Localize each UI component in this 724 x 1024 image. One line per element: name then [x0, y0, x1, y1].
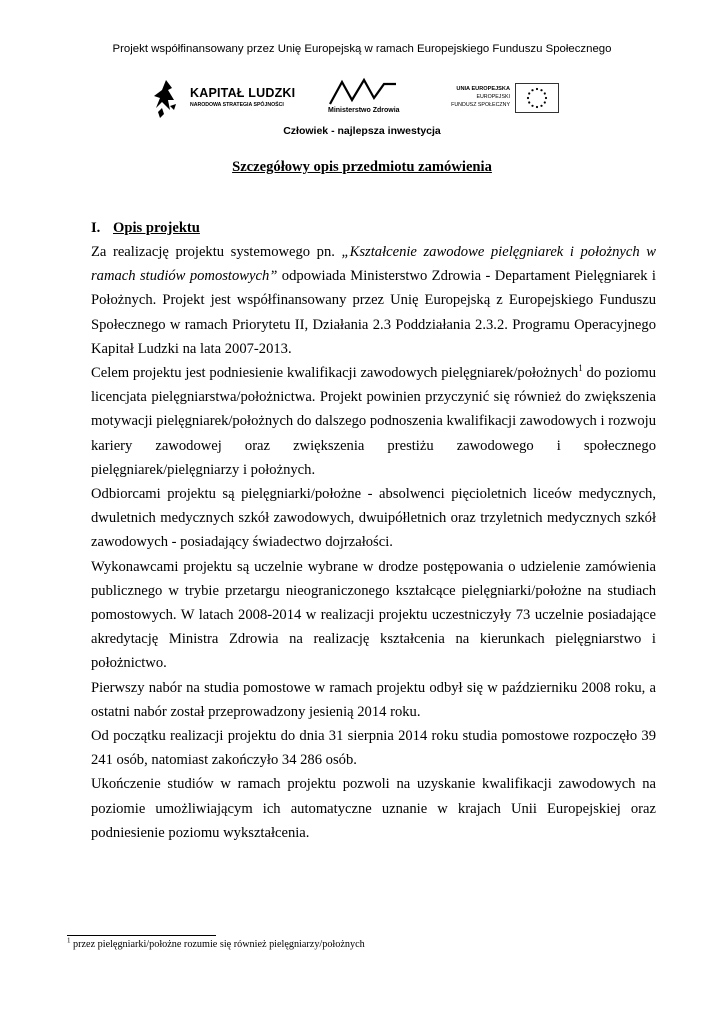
- section-title: Opis projektu: [113, 220, 200, 236]
- eu-star-icon: [527, 97, 529, 99]
- eu-flag-icon: [515, 83, 559, 113]
- ministry-zigzag-icon: [324, 76, 402, 108]
- footnote-text: przez pielęgniarki/położne rozumie się również pielęgniarzy/położnych: [70, 939, 365, 950]
- footnote-separator: [67, 935, 216, 936]
- section-opis-projektu: [91, 216, 656, 845]
- eu-logo-text: [451, 85, 510, 109]
- paragraph-7: Ukończenie studiów w ramach projektu pozwoli na uzyskanie kwalifikacji zawodowych na poziomie umożliwiającym ich automatyczne uznanie w krajach Unii Europejskiej oraz podniesienie poziomu wykształcenia.: [91, 776, 656, 841]
- kapital-ludzki-subtitle: NARODOWA STRATEGIA SPÓJNOŚCI: [190, 102, 284, 108]
- eu-logo-line-1: UNIA EUROPEJSKA: [456, 86, 510, 92]
- section-number: I.: [91, 220, 101, 236]
- document-title: Szczegółowy opis przedmiotu zamówienia: [232, 159, 492, 175]
- ministerstwo-zdrowia-logo: [324, 76, 402, 122]
- eu-star-icon: [528, 92, 530, 94]
- eu-logo: [436, 82, 566, 122]
- paragraph-2-end: do poziomu licencjata pielęgniarstwa/położnictwa. Projekt powinien przyczynić się również do zwiększenia motywacji pielęgniarek/położnych do dalszego podnoszenia kwalifikacji zawodowych i rozwoju kariery zawodowej oraz zwiększenia prestiżu zawodowego i społecznego pielęgniarek/pielęgniarzy i położnych.: [91, 365, 656, 478]
- body-text: [91, 240, 656, 845]
- ministry-name: Ministerstwo Zdrowia: [328, 107, 400, 114]
- eu-star-icon: [540, 89, 542, 91]
- paragraph-2: [91, 361, 656, 482]
- paragraph-1: [91, 240, 656, 361]
- eu-logo-line-2: EUROPEJSKI: [476, 94, 510, 100]
- eu-star-icon: [528, 101, 530, 103]
- paragraph-5: Pierwszy nabór na studia pomostowe w ramach projektu odbył się w październiku 2008 roku, a ostatni nabór został przeprowadzony jesienią 2014 roku.: [91, 679, 656, 720]
- eu-star-icon: [545, 97, 547, 99]
- paragraph-1-intro: Za realizację projektu systemowego pn.: [91, 244, 342, 260]
- project-name: „Kształcenie zawodowe pielęgniarek i położnych w ramach studiów pomostowych”: [91, 244, 656, 285]
- slogan: Człowiek - najlepsza inwestycja: [283, 125, 441, 137]
- section-heading: [91, 216, 656, 240]
- eu-star-icon: [531, 105, 533, 107]
- footnote-mark: 1: [67, 936, 71, 945]
- eu-star-icon: [536, 106, 538, 108]
- paragraph-3: Odbiorcami projektu są pielęgniarki/położne - absolwenci pięcioletnich liceów medycznych, dwuletnich medycznych szkół zawodowych, dwuipółletnich oraz trzyletnich medycznych szkół zawodowych - posiadający świadectwo dojrzałości.: [91, 486, 656, 551]
- kapital-ludzki-logo: [152, 78, 296, 120]
- paragraph-4: Wykonawcami projektu są uczelnie wybrane w drodze postępowania o udzielenie zamówienia publicznego w trybie przetargu nieograniczonego kształcące pielęgniarki/położne na studiach pomostowych. W latach 2008-2014 w realizacji projektu uczestniczyły 73 uczelnie posiadające akredytację Ministra Zdrowia na realizację kształcenia na kierunkach pielęgniarstwo i położnictwo.: [91, 558, 656, 672]
- eu-star-icon: [536, 88, 538, 90]
- eu-star-icon: [544, 92, 546, 94]
- paragraph-2-start: Celem projektu jest podniesienie kwalifikacji zawodowych pielęgniarek/położnych: [91, 365, 579, 382]
- footnote-reference: 1: [578, 363, 583, 374]
- kapital-ludzki-title: KAPITAŁ LUDZKI: [190, 86, 296, 100]
- paragraph-6: Od początku realizacji projektu do dnia 31 sierpnia 2014 roku studia pomostowe rozpoczęło 39 241 osób, natomiast zakończyło 34 286 osób.: [91, 728, 656, 769]
- eu-logo-line-3: FUNDUSZ SPOŁECZNY: [451, 102, 510, 108]
- eu-star-icon: [544, 101, 546, 103]
- eu-star-icon: [531, 89, 533, 91]
- footnote: [67, 936, 365, 950]
- page-header-text: Projekt współfinansowany przez Unię Europejską w ramach Europejskiego Funduszu Społecznego: [112, 43, 612, 55]
- kapital-ludzki-emblem-icon: [152, 78, 186, 120]
- eu-star-icon: [540, 105, 542, 107]
- paragraph-1-rest: odpowiada Ministerstwo Zdrowia - Departament Pielęgniarek i Położnych. Projekt jest współfinansowany przez Unię Europejską z Europejskiego Funduszu Społecznego w ramach Priorytetu II, Działania 2.3 Poddziałania 2.3.2. Programu Operacyjnego Kapitał Ludzki na lata 2007-2013.: [91, 268, 656, 357]
